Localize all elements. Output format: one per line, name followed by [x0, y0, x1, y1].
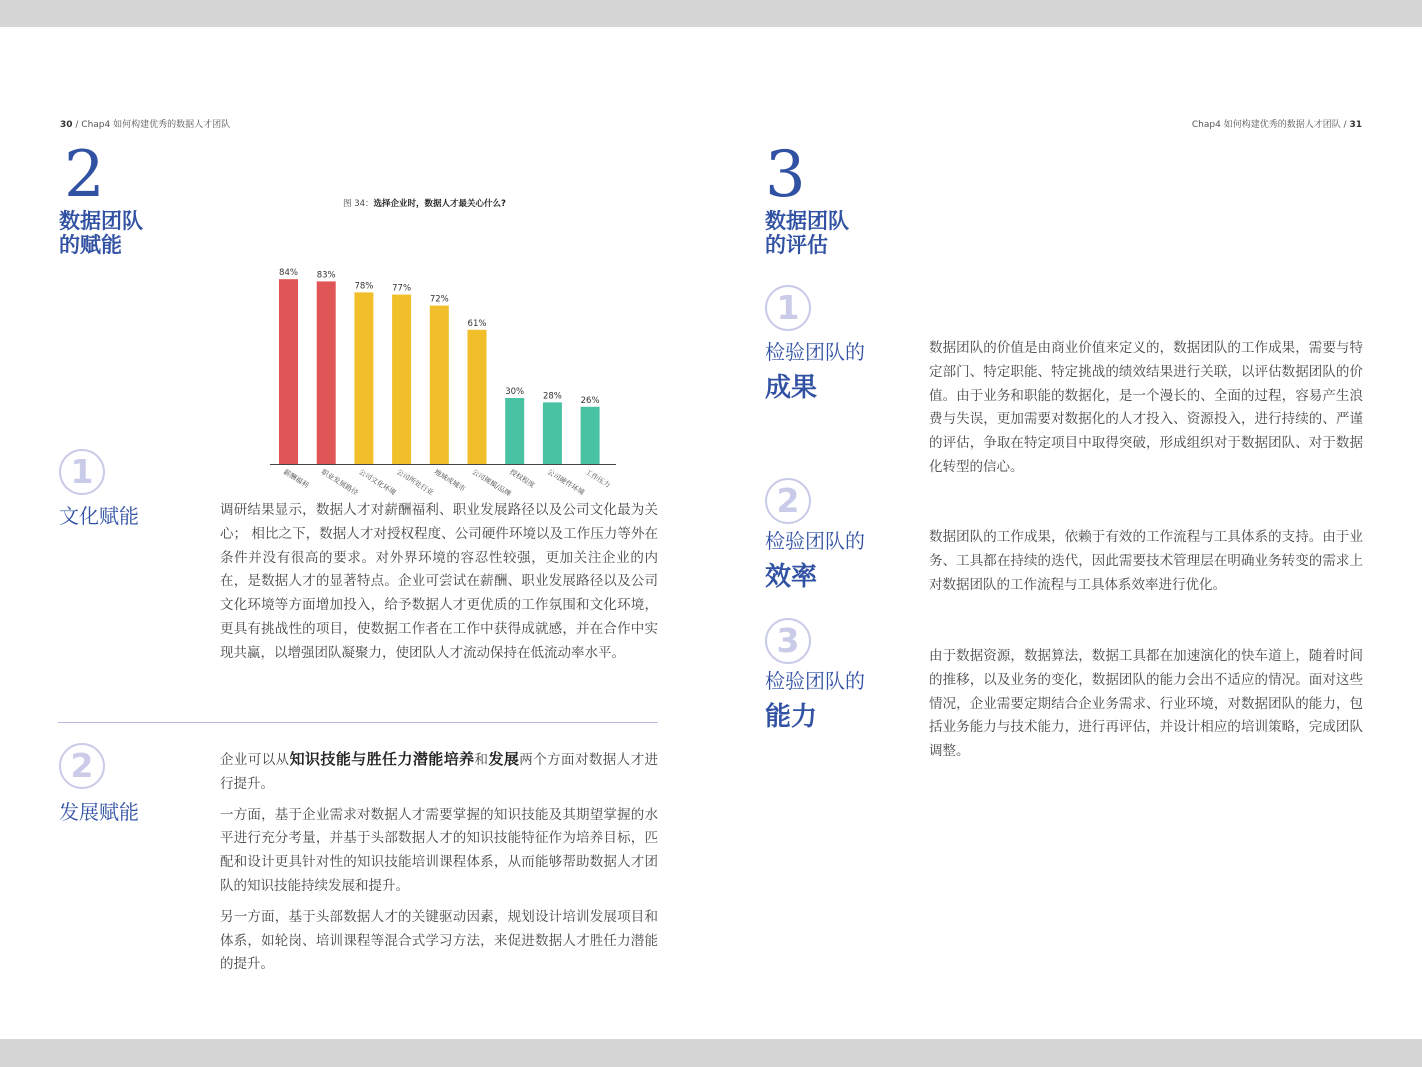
eval-item3-title-b: 能力	[765, 702, 818, 732]
chart-data-label: 28%	[542, 391, 562, 402]
eval-item1-title-b: 成果	[765, 373, 818, 403]
chart-tick-label: 授权程度	[508, 467, 537, 490]
item2-p1-c: 和	[474, 752, 489, 768]
eval-item2-title-b: 效率	[765, 562, 818, 592]
eval-item1-title-a: 检验团队的	[765, 340, 865, 364]
item1-title: 文化赋能	[59, 504, 139, 528]
item2-p1-bold1: 知识技能与胜任力潜能培养	[289, 750, 475, 768]
chart-data-label: 72%	[429, 294, 449, 305]
right-section-title	[765, 209, 849, 257]
eval-item3-title-a: 检验团队的	[765, 669, 865, 693]
eval-item1-text: 数据团队的价值是由商业价值来定义的，数据团队的工作成果，需要与特定部门、特定职能、特定挑战的绩效结果进行关联，以评估数据团队的价值。由于业务和职能的数据化，是一个漫长的、全面的过程，容易产生浪费与失误，更加需要对数据化的人才投入、资源投入，进行持续的、严谨的评估，争取在特定项目中取得突破，形成组织对于数据团队、对于数据化转型的信心。	[929, 340, 1363, 475]
item2-number-circle: 2	[59, 743, 105, 789]
item2-title: 发展赋能	[59, 800, 139, 824]
right-page-number: 31	[1349, 120, 1362, 130]
item2-paragraph3: 另一方面，基于头部数据人才的关键驱动因素，规划设计培训发展项目和体系，如轮岗、培训课程等混合式学习方法，来促进数据人才胜任力潜能的提升。	[220, 908, 658, 973]
left-section-title	[59, 209, 143, 257]
chart-data-label: 78%	[354, 281, 374, 292]
item2-paragraph2: 一方面，基于企业需求对数据人才需要掌握的知识技能及其期望掌握的水平进行充分考量，并基于头部数据人才的知识技能特征作为培养目标，匹配和设计更具针对性的知识技能培训课程体系，从而能够帮助数据人才团队的知识技能持续发展和提升。	[220, 806, 658, 894]
left-section-title-line1: 数据团队	[59, 209, 143, 233]
document-spread	[0, 27, 1422, 1039]
right-chapter-label: Chap4 如何构建优秀的数据人才团队 /	[1191, 120, 1347, 130]
chart-data-label: 77%	[392, 283, 412, 294]
chart-tick-label: 公司所处行业	[395, 467, 435, 497]
eval-item2-text: 数据团队的工作成果，依赖于有效的工作流程与工具体系的支持。由于业务、工具都在持续的迭代，因此需要技术管理层在明确业务转变的需求上对数据团队的工作流程与工具体系效率进行优化。	[929, 529, 1363, 593]
chart-title-prefix: 图 34：	[343, 199, 374, 209]
chart-tick-label: 工作压力	[583, 467, 612, 490]
item1-text: 调研结果显示，数据人才对薪酬福利、职业发展路径以及公司文化最为关心； 相比之下，数据人才对授权程度、公司硬件环境以及工作压力等外在条件并没有很高的要求。对外界环境的容忍性较强，更加关注企业的内在，是数据人才的显著特点。企业可尝试在薪酬、职业发展路径以及公司文化环境等方面增加投入，给予数据人才更优质的工作氛围和文化环境，更具有挑战性的项目，使数据工作者在工作中获得成就感，并在合作中实现共赢，以增强团队凝聚力，使团队人才流动保持在低流动率水平。	[220, 502, 658, 661]
chart-data-label: 30%	[505, 387, 525, 397]
chart-data-label: 61%	[467, 318, 487, 329]
chart-bar	[354, 292, 373, 464]
left-page-header	[60, 117, 230, 130]
left-page-number: 30	[60, 120, 73, 130]
chart-bar	[543, 402, 562, 464]
chart-tick-label: 薪酬福利	[281, 467, 310, 490]
chart-title	[343, 197, 506, 209]
chart-bar	[505, 398, 524, 464]
eval-item1-number-circle: 1	[765, 285, 811, 331]
item1-number-circle: 1	[59, 449, 105, 495]
chart-bar	[468, 330, 487, 464]
chart-tick-label: 公司硬件环境	[545, 467, 586, 497]
eval-item3-number-circle: 3	[765, 618, 811, 664]
chart-bar	[430, 306, 449, 464]
eval-item2-title-a: 检验团队的	[765, 529, 865, 553]
chart-data-label: 83%	[316, 270, 336, 281]
chart-tick-label: 职业发展路径	[319, 467, 360, 497]
item2-text	[220, 748, 658, 984]
right-section-title-line1: 数据团队	[765, 209, 849, 233]
left-section-title-line2: 的赋能	[59, 233, 122, 257]
chart-data-label: 84%	[279, 268, 298, 279]
chart-bar	[279, 279, 298, 464]
left-section-number: 2	[64, 138, 105, 212]
right-section-number: 3	[765, 138, 806, 212]
eval-item3-text: 由于数据资源，数据算法，数据工具都在加速演化的快车道上，随着时间的推移，以及业务的变化，数据团队的能力会出不适应的情况。面对这些情况，企业需要定期结合企业务需求、行业环境，对数据团队的能力，包括业务能力与技术能力，进行再评估，并设计相应的培训策略，完成团队调整。	[929, 648, 1363, 760]
section-divider	[58, 722, 658, 723]
chart-bar	[581, 407, 600, 464]
chart-bar	[392, 295, 411, 464]
chart-tick-label: 地域或城市	[432, 467, 467, 494]
bar-chart	[260, 227, 640, 507]
right-page-header	[1192, 117, 1362, 130]
chart-tick-label: 公司规模/品牌	[470, 467, 513, 499]
chart-data-label: 26%	[580, 395, 600, 406]
item2-paragraph1	[220, 748, 658, 797]
eval-item2-number-circle: 2	[765, 478, 811, 524]
right-section-title-line2: 的评估	[765, 233, 828, 257]
item2-p1-bold2: 发展	[488, 750, 520, 768]
item2-p1-e: 两个方面对数据人才进行提升。	[220, 752, 659, 792]
chart-bar	[317, 281, 336, 464]
chart-tick-label: 公司文化环境	[357, 467, 398, 497]
item2-p1-a: 企业可以从	[220, 752, 290, 768]
left-chapter-label: / Chap4 如何构建优秀的数据人才团队	[75, 120, 231, 130]
chart-title-text: 选择企业时，数据人才最关心什么?	[373, 199, 506, 209]
